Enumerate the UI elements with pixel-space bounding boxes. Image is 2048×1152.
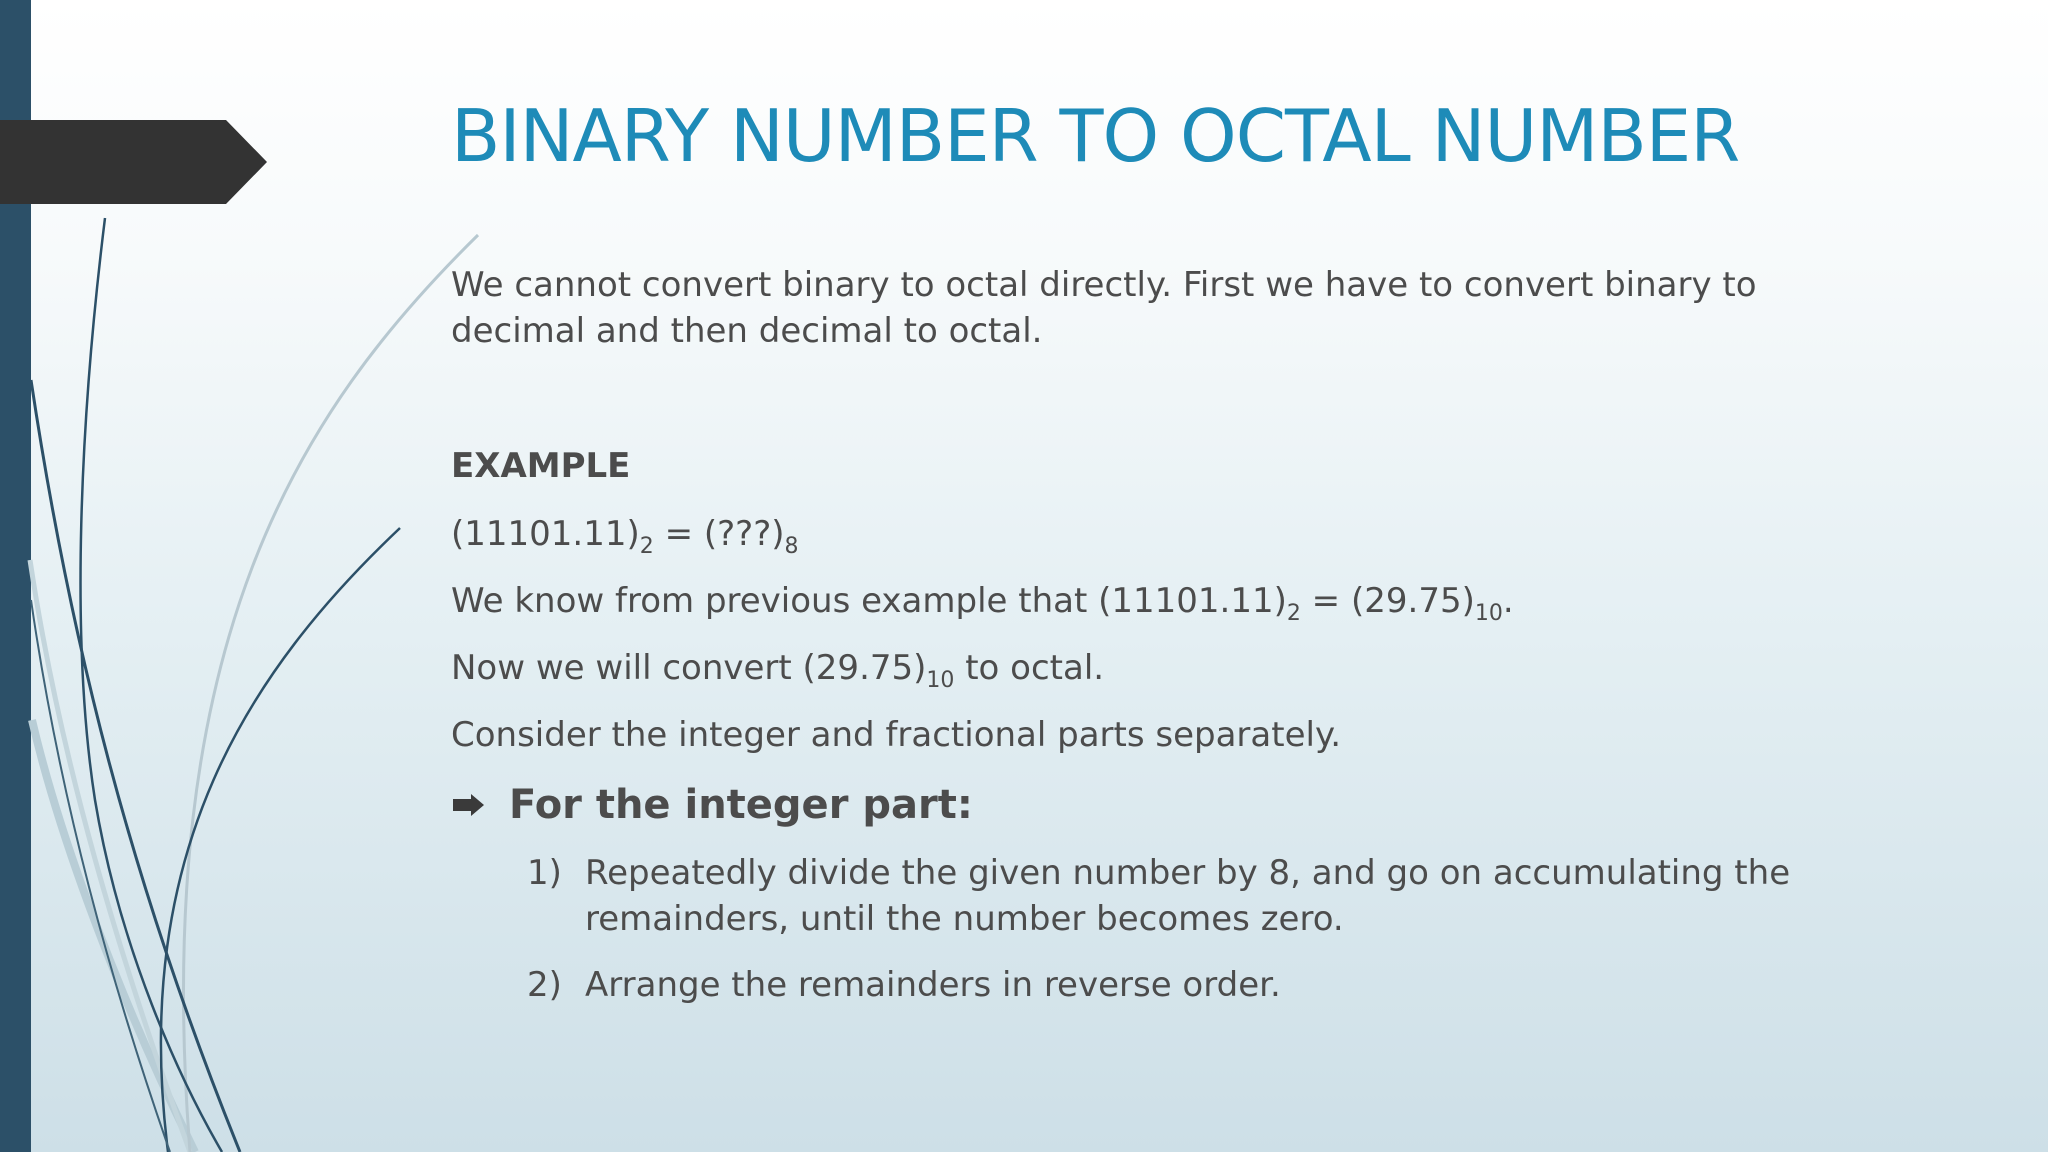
example-equation-part: (11101.11)	[451, 514, 640, 554]
integer-part-bullet	[451, 780, 973, 830]
decorative-curves	[30, 218, 478, 1152]
step-text: Repeatedly divide the given number by 8, and go on accumulating the remainders, until the number becomes zero.	[585, 853, 1791, 939]
convert-line	[451, 645, 1901, 691]
list-item	[527, 850, 1927, 942]
known-line-part: = (29.75)	[1300, 581, 1475, 621]
consider-line: Consider the integer and fractional parts separately.	[451, 715, 1342, 755]
example-subscript: 2	[639, 534, 654, 559]
example-equation-part: = (???)	[653, 514, 785, 554]
convert-line-part: to octal.	[954, 648, 1105, 688]
known-line-part: .	[1502, 581, 1514, 621]
arrow-bullet-icon	[451, 793, 485, 817]
title-arrow-tab	[0, 120, 267, 204]
step-text: Arrange the remainders in reverse order.	[585, 965, 1281, 1005]
example-subscript: 8	[784, 534, 799, 559]
slide-title: BINARY NUMBER TO OCTAL NUMBER	[451, 94, 1740, 178]
list-item	[527, 962, 1927, 1008]
example-equation	[451, 511, 1901, 557]
step-number: 2)	[527, 965, 562, 1005]
bullet-label: For the integer part:	[509, 782, 973, 828]
steps-list	[527, 850, 1927, 1028]
known-result-line	[451, 578, 1901, 624]
known-line-subscript: 10	[1474, 601, 1503, 626]
known-line-part: We know from previous example that (11101.11)	[451, 581, 1287, 621]
example-heading: EXAMPLE	[451, 446, 631, 486]
convert-line-subscript: 10	[926, 668, 955, 693]
convert-line-part: Now we will convert (29.75)	[451, 648, 927, 688]
intro-paragraph: We cannot convert binary to octal directly. First we have to convert binary to decimal and then decimal to octal.	[451, 265, 1757, 351]
known-line-subscript: 2	[1286, 601, 1301, 626]
step-number: 1)	[527, 853, 562, 893]
